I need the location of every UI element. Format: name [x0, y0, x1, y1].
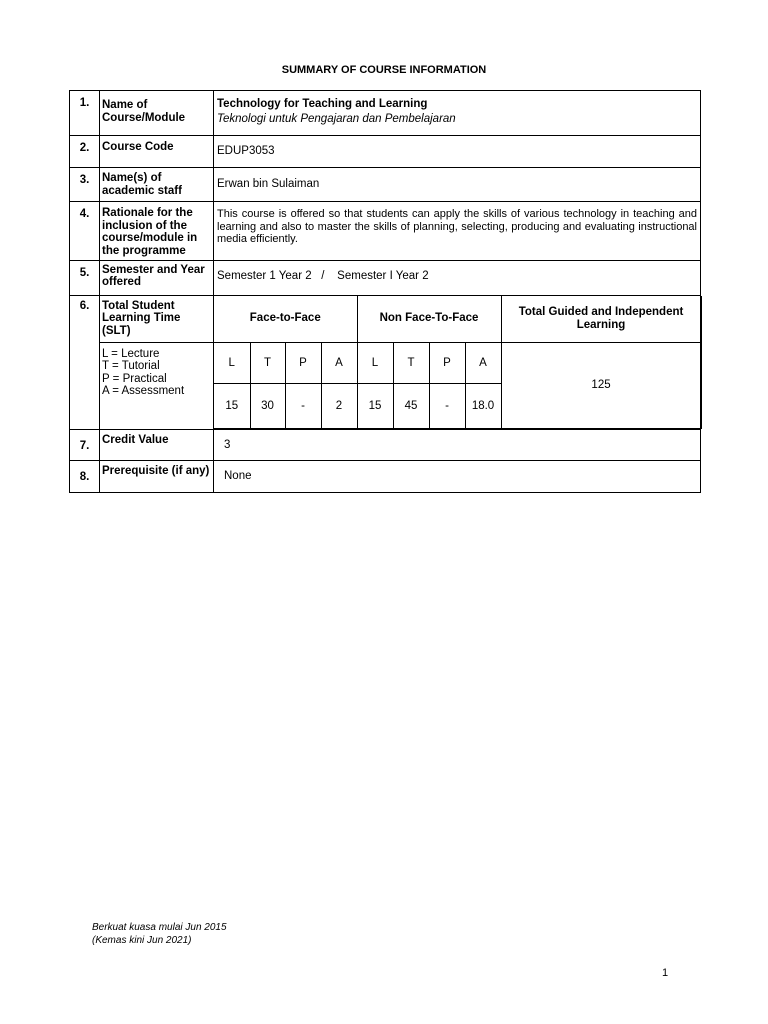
- nf2f-assessment-header: A: [465, 343, 501, 384]
- course-info-table: [69, 90, 701, 493]
- slt-legend: [100, 343, 213, 399]
- row-label: Total Student Learning Time (SLT): [100, 296, 213, 343]
- row-label: Name(s) of academic staff: [100, 168, 214, 202]
- semester-value: Semester 1 Year 2 / Semester I Year 2: [214, 260, 701, 295]
- slt-breakdown-table: [214, 296, 702, 430]
- row-number: 8.: [70, 461, 100, 493]
- nf2f-practical-header: P: [429, 343, 465, 384]
- row-course-name: [70, 91, 701, 136]
- row-rationale: [70, 202, 701, 261]
- row-number: 6.: [70, 295, 100, 430]
- row-number: 1.: [70, 91, 100, 136]
- course-name-english: Technology for Teaching and Learning: [217, 98, 428, 110]
- rationale-value: This course is offered so that students can apply the skills of various technology in teaching and learning and also to master the skills of planning, selecting, producing and evaluating instructional media efficiently.: [214, 202, 701, 261]
- nf2f-practical-value: -: [429, 384, 465, 429]
- row-credit-value: [70, 430, 701, 461]
- total-slt-value: 125: [501, 343, 701, 429]
- credit-value: 3: [214, 430, 701, 461]
- row-label: Name of Course/Module: [100, 91, 214, 136]
- page-number: 1: [662, 967, 669, 979]
- f2f-practical-value: -: [285, 384, 321, 429]
- total-guided-header: Total Guided and Independent Learning: [501, 296, 701, 343]
- f2f-lecture-value: 15: [214, 384, 250, 429]
- f2f-tutorial-header: T: [250, 343, 285, 384]
- course-code-value: EDUP3053: [214, 136, 701, 168]
- f2f-assessment-header: A: [321, 343, 357, 384]
- row-label: Course Code: [100, 136, 214, 168]
- legend-tutorial: T = Tutorial: [102, 360, 160, 373]
- course-name-malay: Teknologi untuk Pengajaran dan Pembelajaran: [217, 112, 456, 125]
- document-title: SUMMARY OF COURSE INFORMATION: [281, 64, 487, 76]
- row-semester: [70, 260, 701, 295]
- nf2f-tutorial-header: T: [393, 343, 429, 384]
- document-footer: [92, 922, 227, 947]
- legend-lecture: L = Lecture: [102, 347, 160, 360]
- prerequisite-value: None: [214, 461, 701, 493]
- f2f-tutorial-value: 30: [250, 384, 285, 429]
- row-slt: [70, 295, 701, 430]
- row-number: 7.: [70, 430, 100, 461]
- f2f-assessment-value: 2: [321, 384, 357, 429]
- legend-assessment: A = Assessment: [102, 385, 185, 398]
- nf2f-lecture-header: L: [357, 343, 393, 384]
- f2f-practical-header: P: [285, 343, 321, 384]
- academic-staff-value: Erwan bin Sulaiman: [214, 168, 701, 202]
- non-face-to-face-header: Non Face-To-Face: [357, 296, 501, 343]
- row-number: 4.: [70, 202, 100, 261]
- row-prerequisite: [70, 461, 701, 493]
- row-number: 2.: [70, 136, 100, 168]
- row-course-code: [70, 136, 701, 168]
- nf2f-lecture-value: 15: [357, 384, 393, 429]
- row-label: Semester and Year offered: [100, 260, 214, 295]
- footer-effective-date: Berkuat kuasa mulai Jun 2015: [92, 922, 227, 933]
- row-number: 5.: [70, 260, 100, 295]
- row-label: Credit Value: [100, 430, 214, 461]
- row-academic-staff: [70, 168, 701, 202]
- f2f-lecture-header: L: [214, 343, 250, 384]
- row-label: Rationale for the inclusion of the course/module in the programme: [100, 202, 214, 261]
- nf2f-tutorial-value: 45: [393, 384, 429, 429]
- legend-practical: P = Practical: [102, 372, 167, 385]
- face-to-face-header: Face-to-Face: [214, 296, 357, 343]
- footer-updated-date: (Kemas kini Jun 2021): [92, 934, 192, 946]
- row-label: Prerequisite (if any): [100, 461, 214, 493]
- nf2f-assessment-value: 18.0: [465, 384, 501, 429]
- row-number: 3.: [70, 168, 100, 202]
